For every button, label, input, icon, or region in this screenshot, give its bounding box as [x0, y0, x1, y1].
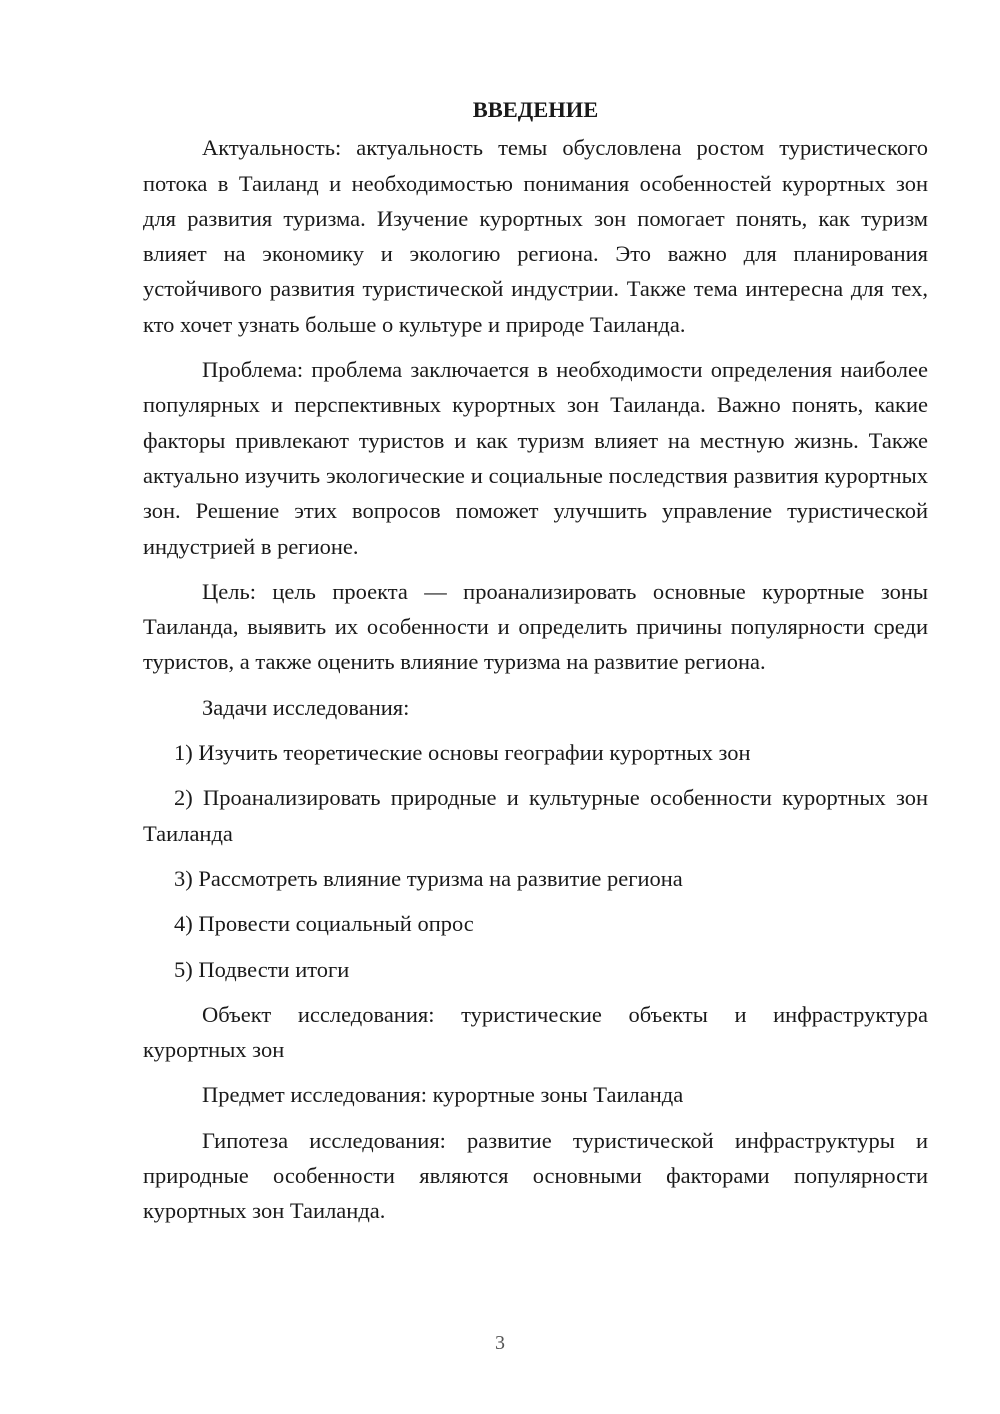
task-item: 2) Проанализировать природные и культурные особенности курортных зон Таиланда — [143, 785, 928, 846]
paragraph-goal: Цель: цель проекта — проанализировать основные курортные зоны Таиланда, выявить их особенности и определить причины популярности среди туристов, а также оценить влияние туризма на развитие региона. — [143, 578, 928, 675]
paragraph-subject: Предмет исследования: курортные зоны Таиланда — [202, 1082, 684, 1108]
paragraph-hypothesis: Гипотеза исследования: развитие туристической инфраструктуры и природные особенности являются основными факторами популярности курортных зон Таиланда. — [143, 1127, 928, 1224]
paragraph-object: Объект исследования: туристические объекты и инфраструктура курортных зон — [143, 1001, 928, 1063]
page-number: 3 — [495, 1332, 505, 1354]
document-body — [143, 92, 928, 1229]
task-item: 3) Рассмотреть влияние туризма на развитие региона — [174, 865, 683, 891]
task-item: 1) Изучить теоретические основы географии курортных зон — [174, 740, 751, 766]
task-item: 4) Провести социальный опрос — [174, 911, 474, 937]
section-title: ВВЕДЕНИЕ — [472, 97, 599, 122]
paragraph-problem: Проблема: проблема заключается в необходимости определения наиболее популярных и перспективных курортных зон Таиланда. Важно понять, какие факторы привлекают туристов и как туризм влияет на местную жизнь. Также актуально изучить экологические и социальные последствия развития курортных зон. Решение этих вопросов поможет улучшить управление туристической индустрией в регионе. — [143, 357, 928, 559]
paragraph-relevance: Актуальность: актуальность темы обусловлена ростом туристического потока в Таиланд и необходимостью понимания особенностей курортных зон для развития туризма. Изучение курортных зон помогает понять, как туризм влияет на экономику и экологию региона. Это важно для планирования устойчивого развития туристической индустрии. Также тема интересна для тех, кто хочет узнать больше о культуре и природе Таиланда. — [143, 135, 928, 337]
paragraph-tasks-heading: Задачи исследования: — [202, 694, 410, 720]
task-item: 5) Подвести итоги — [174, 956, 350, 982]
